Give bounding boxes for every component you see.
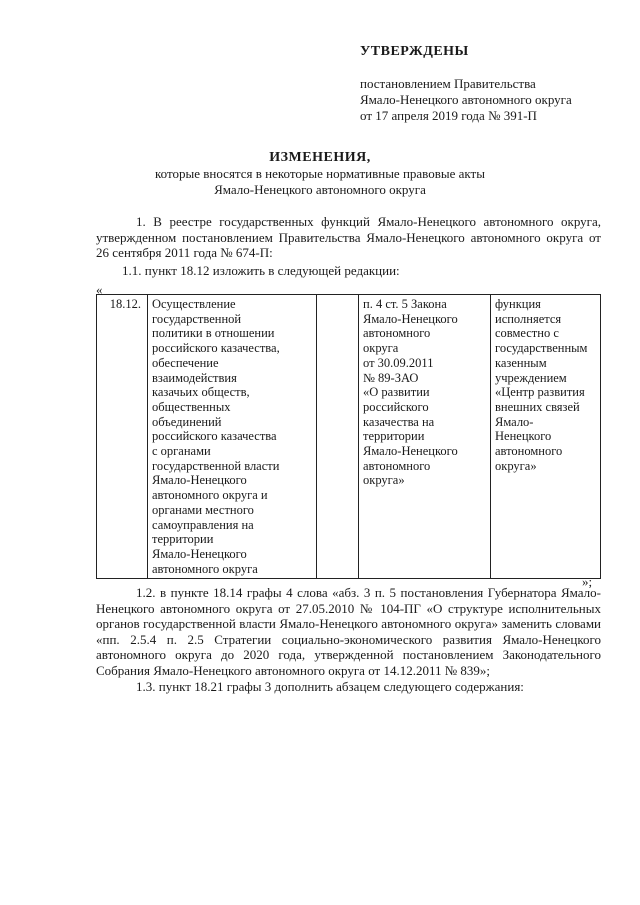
cell-line: п. 4 ст. 5 Закона — [363, 297, 447, 311]
registry-table — [96, 294, 601, 579]
cell-line: с органами — [152, 444, 211, 459]
cell-line: российского казачества, — [152, 341, 280, 356]
cell-line: совместно с — [495, 326, 559, 341]
cell-line: автономного округа и — [152, 488, 268, 503]
cell-line: «О развитии — [363, 385, 430, 400]
cell-note — [491, 295, 601, 579]
cell-line: автономного — [363, 458, 431, 473]
cell-line: казачества на — [363, 414, 435, 429]
cell-line: территории — [152, 532, 214, 547]
cell-line: казачьих обществ, — [152, 385, 250, 400]
cell-line: автономного — [363, 326, 431, 341]
cell-line: Ненецкого — [495, 429, 552, 444]
cell-line: территории — [363, 429, 425, 444]
cell-line: «Центр развития — [495, 385, 585, 400]
cell-line: автономного округа — [152, 561, 258, 576]
cell-line: Ямало- — [495, 414, 534, 429]
cell-function-name — [148, 295, 317, 579]
approval-line: Ямало-Ненецкого автономного округа — [360, 92, 572, 107]
cell-line: обеспечение — [152, 355, 219, 370]
paragraph-1-2: 1.2. в пункте 18.14 графы 4 слова «абз. 3 п. 5 постановления Губернатора Ямало-Ненецкого автономного округа от 27.05.2010 № 104-ПГ «О структуре исполнительных органов государственной власти Ямало-Ненецкого автономного округа» заменить словами «пп. 2.5.4 п. 2.5 Стратегии социально-экономического развития Ямало-Ненецкого автономного округа до 2020 года, утвержденной постановлением Законодательного Собрания Ямало-Ненецкого автономного округа от 14.12.2011 № 839»; — [96, 585, 601, 678]
cell-line: государственной — [152, 311, 242, 326]
cell-line: Ямало-Ненецкого — [152, 546, 247, 561]
cell-number: 18.12. — [97, 295, 148, 579]
cell-line: Ямало-Ненецкого — [363, 444, 458, 459]
document-heading — [0, 150, 640, 198]
cell-line: исполняется — [495, 311, 562, 326]
approval-line: от 17 апреля 2019 года № 391-П — [360, 108, 537, 123]
cell-line: российского — [363, 399, 429, 414]
cell-line: автономного — [495, 444, 563, 459]
cell-legal-basis — [359, 295, 491, 579]
paragraph-1-3: 1.3. пункт 18.21 графы 3 дополнить абзацем следующего содержания: — [136, 679, 524, 694]
cell-line: органами местного — [152, 502, 254, 517]
cell-line: самоуправления на — [152, 517, 254, 532]
cell-line: государственной власти — [152, 458, 280, 473]
opening-quote: « — [96, 282, 103, 297]
cell-line: округа» — [363, 473, 405, 488]
heading-subtitle-line: которые вносятся в некоторые нормативные правовые акты — [155, 166, 485, 181]
cell-line: округа — [363, 341, 399, 356]
cell-line: общественных — [152, 399, 231, 414]
cell-line: Ямало-Ненецкого — [363, 311, 458, 326]
cell-line: внешних связей — [495, 399, 580, 414]
approval-block — [360, 44, 630, 124]
approval-title: УТВЕРЖДЕНЫ — [360, 44, 469, 59]
heading-subtitle-line: Ямало-Ненецкого автономного округа — [214, 182, 426, 197]
cell-line: от 30.09.2011 — [363, 355, 434, 370]
heading-title: ИЗМЕНЕНИЯ, — [269, 150, 371, 165]
cell-line: округа» — [495, 458, 537, 473]
closing-quote: »; — [582, 574, 593, 589]
cell-line: объединений — [152, 414, 222, 429]
cell-line: учреждением — [495, 370, 567, 385]
cell-line: Ямало-Ненецкого — [152, 473, 247, 488]
approval-line: постановлением Правительства — [360, 76, 536, 91]
paragraph-1-1: 1.1. пункт 18.12 изложить в следующей редакции: — [122, 263, 400, 278]
cell-line: функция — [495, 297, 541, 311]
paragraph-1: 1. В реестре государственных функций Ямало-Ненецкого автономного округа, утвержденном постановлением Правительства Ямало-Ненецкого автономного округа от 26 сентября 2011 года № 674-П: — [96, 214, 601, 260]
cell-line: политики в отношении — [152, 326, 275, 341]
cell-line: № 89-ЗАО — [363, 370, 419, 385]
cell-line: Осуществление — [152, 297, 236, 311]
cell-line: казенным — [495, 355, 547, 370]
table-row — [97, 295, 601, 579]
cell-line: государственным — [495, 341, 588, 356]
cell-line: взаимодействия — [152, 370, 237, 385]
cell-empty — [317, 295, 359, 579]
cell-line: российского казачества — [152, 429, 277, 444]
